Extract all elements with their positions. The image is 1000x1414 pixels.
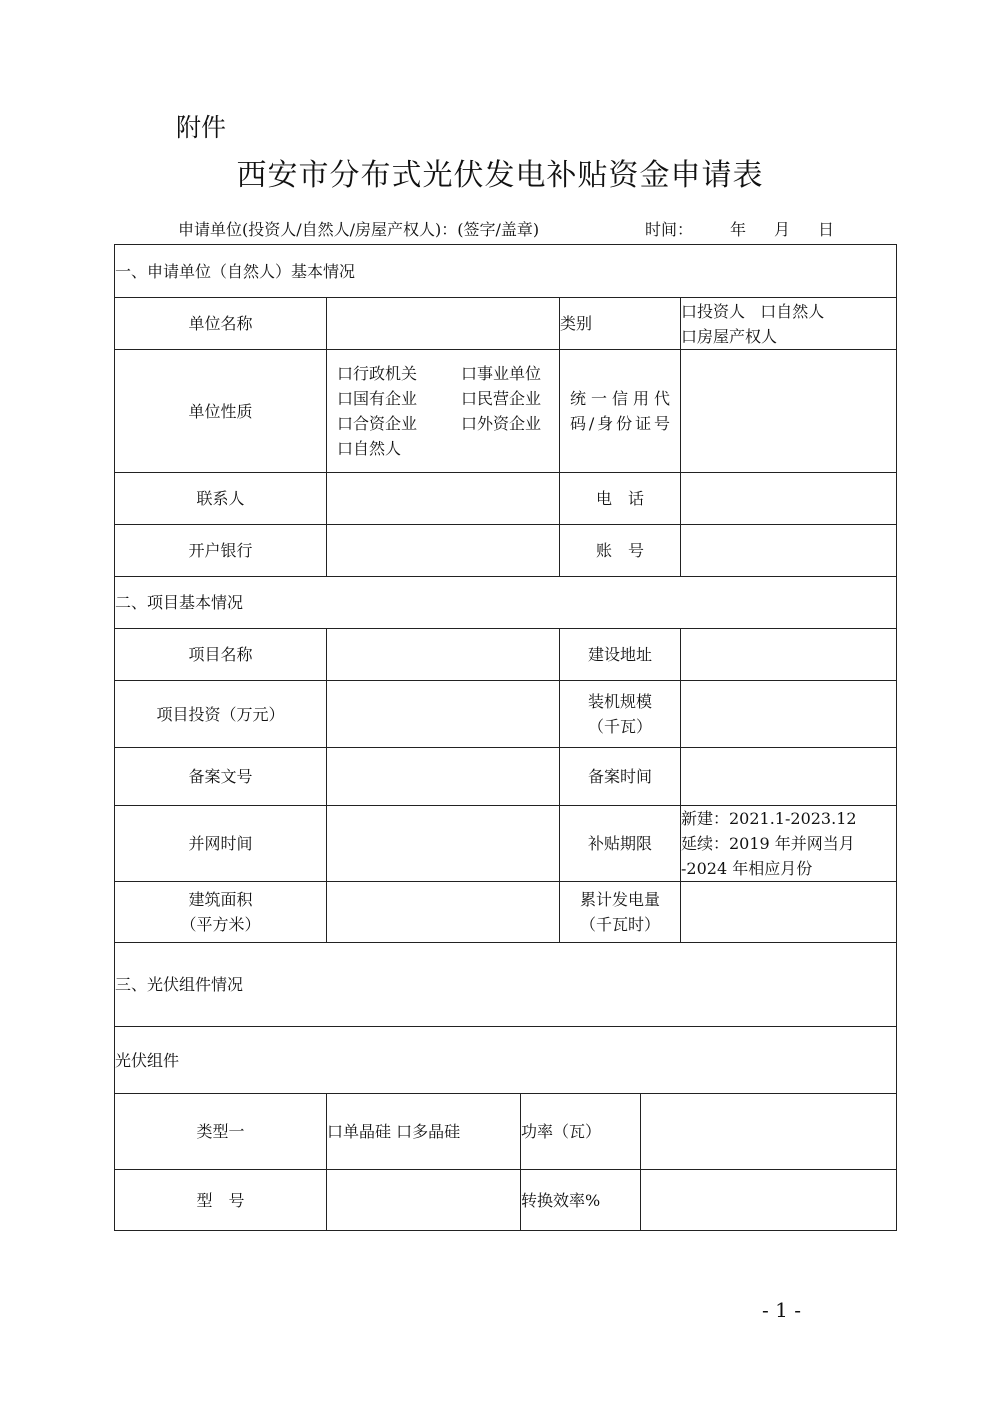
contact-label: 联系人 xyxy=(115,473,327,525)
contact-row xyxy=(115,473,897,525)
unit-nature-label: 单位性质 xyxy=(115,350,327,473)
grid-time-field[interactable] xyxy=(327,806,560,882)
area-row xyxy=(115,882,897,943)
bank-label: 开户银行 xyxy=(115,525,327,577)
scale-label-line1: 装机规模 xyxy=(587,692,652,711)
subsidy-period-value xyxy=(681,806,897,882)
unit-name-row xyxy=(115,298,897,350)
credit-code-label: 统一信用代码/身份证号 xyxy=(570,389,670,433)
month-label: 月 xyxy=(774,220,791,239)
page-number: - 1 - xyxy=(762,1298,801,1322)
subsidy-new: 新建：2021.1-2023.12 xyxy=(681,809,857,828)
category-label: 类别 xyxy=(560,298,681,350)
option-natural-person-nature[interactable]: 口自然人 xyxy=(337,439,402,458)
type-options[interactable]: 口单晶硅 口多晶硅 xyxy=(327,1094,521,1170)
filing-no-label: 备案文号 xyxy=(115,748,327,806)
area-label-line1: 建筑面积 xyxy=(188,890,253,909)
scale-label-line2: （千瓦） xyxy=(587,717,652,736)
grid-time-label: 并网时间 xyxy=(115,806,327,882)
address-field[interactable] xyxy=(681,629,897,681)
subsidy-period-label: 补贴期限 xyxy=(560,806,681,882)
power-label: 功率（瓦） xyxy=(521,1094,641,1170)
power-field[interactable] xyxy=(641,1094,897,1170)
efficiency-field[interactable] xyxy=(641,1170,897,1231)
option-state-owned[interactable]: 口国有企业 xyxy=(337,389,418,408)
option-joint-venture[interactable]: 口合资企业 xyxy=(337,414,418,433)
area-label-line2: （平方米） xyxy=(180,915,261,934)
investment-label: 项目投资（万元） xyxy=(115,681,327,748)
section3-row xyxy=(115,943,897,1027)
module-row xyxy=(115,1027,897,1094)
energy-label xyxy=(560,882,681,943)
area-field[interactable] xyxy=(327,882,560,943)
filing-time-field[interactable] xyxy=(681,748,897,806)
section3-title: 三、光伏组件情况 xyxy=(115,943,897,1027)
section2-title: 二、项目基本情况 xyxy=(115,577,897,629)
model-label: 型 号 xyxy=(115,1170,327,1231)
year-label: 年 xyxy=(730,220,747,239)
filing-time-label: 备案时间 xyxy=(560,748,681,806)
category-options xyxy=(681,298,897,350)
model-row xyxy=(115,1170,897,1231)
investment-row xyxy=(115,681,897,748)
time-label: 时间： xyxy=(645,220,694,239)
filing-no-field[interactable] xyxy=(327,748,560,806)
area-label xyxy=(115,882,327,943)
unit-nature-row xyxy=(115,350,897,473)
grid-time-row xyxy=(115,806,897,882)
option-private[interactable]: 口民营企业 xyxy=(461,389,542,408)
section1-row xyxy=(115,245,897,298)
bank-field[interactable] xyxy=(327,525,560,577)
account-field[interactable] xyxy=(681,525,897,577)
subsidy-extension-line1: 延续：2019 年并网当月 xyxy=(681,834,855,853)
bank-row xyxy=(115,525,897,577)
investment-field[interactable] xyxy=(327,681,560,748)
unit-name-field[interactable] xyxy=(327,298,560,350)
credit-code-label-cell xyxy=(560,350,681,473)
scale-field[interactable] xyxy=(681,681,897,748)
day-label: 日 xyxy=(818,220,835,239)
applicant-line: 申请单位(投资人/自然人/房屋产权人)：(签字/盖章) xyxy=(178,220,540,239)
application-form-table xyxy=(114,244,897,1231)
contact-field[interactable] xyxy=(327,473,560,525)
option-institution[interactable]: 口事业单位 xyxy=(461,364,542,383)
type-row xyxy=(115,1094,897,1170)
project-name-label: 项目名称 xyxy=(115,629,327,681)
section1-title: 一、申请单位（自然人）基本情况 xyxy=(115,245,897,298)
model-field[interactable] xyxy=(327,1170,521,1231)
option-investor[interactable]: 口投资人 xyxy=(681,301,746,321)
phone-field[interactable] xyxy=(681,473,897,525)
account-label: 账 号 xyxy=(560,525,681,577)
credit-code-field[interactable] xyxy=(681,350,897,473)
attachment-label: 附件 xyxy=(176,113,227,142)
page-title: 西安市分布式光伏发电补贴资金申请表 xyxy=(236,158,764,193)
energy-label-line2: （千瓦时） xyxy=(579,915,660,934)
energy-field[interactable] xyxy=(681,882,897,943)
project-name-row xyxy=(115,629,897,681)
filing-row xyxy=(115,748,897,806)
option-natural-person[interactable]: 口自然人 xyxy=(760,301,825,321)
option-property-owner[interactable]: 口房屋产权人 xyxy=(681,326,778,346)
unit-nature-options xyxy=(327,350,560,473)
phone-label: 电 话 xyxy=(560,473,681,525)
energy-label-line1: 累计发电量 xyxy=(579,890,660,909)
module-label: 光伏组件 xyxy=(115,1027,897,1094)
option-foreign[interactable]: 口外资企业 xyxy=(461,414,542,433)
scale-label xyxy=(560,681,681,748)
subsidy-extension-line2: -2024 年相应月份 xyxy=(681,859,813,878)
unit-name-label: 单位名称 xyxy=(115,298,327,350)
address-label: 建设地址 xyxy=(560,629,681,681)
type1-label: 类型一 xyxy=(115,1094,327,1170)
section2-row xyxy=(115,577,897,629)
efficiency-label: 转换效率% xyxy=(521,1170,641,1231)
option-government[interactable]: 口行政机关 xyxy=(337,364,418,383)
project-name-field[interactable] xyxy=(327,629,560,681)
